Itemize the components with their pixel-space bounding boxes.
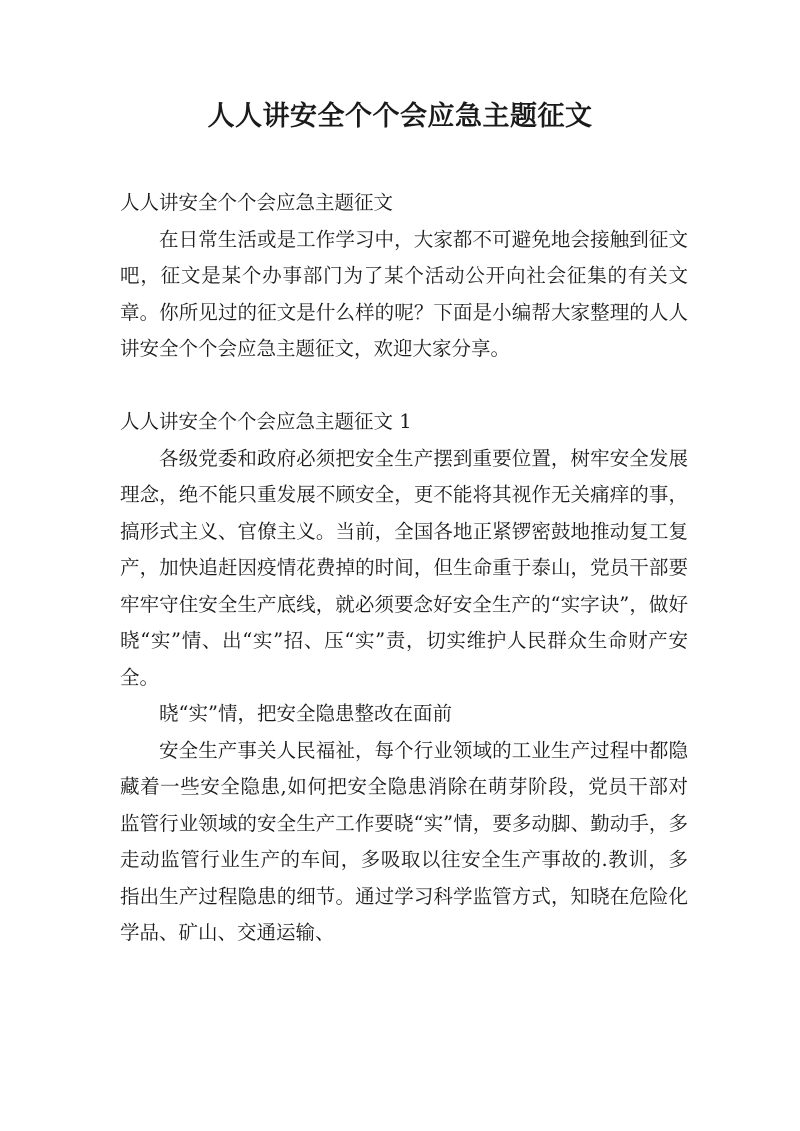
intro-heading: 人人讲安全个个会应急主题征文 — [120, 191, 394, 214]
intro-paragraph: 在日常生活或是工作学习中，大家都不可避免地会接触到征文吧，征文是某个办事部门为了某个活动公开向社会征集的有关文章。你所见过的征文是什么样的呢？下面是小编帮大家整理的人人讲安全个个会应急主题征文，欢迎大家分享。 — [120, 227, 688, 360]
section1-subheading: 晓“实”情，把安全隐患整改在面前 — [159, 702, 452, 725]
section1-heading: 人人讲安全个个会应急主题征文 1 — [120, 410, 412, 433]
document-title: 人人讲安全个个会应急主题征文 — [207, 101, 593, 132]
section1-paragraph-2: 安全生产事关人民福祉，每个行业领域的工业生产过程中都隐藏着一些安全隐患,如何把安全隐患消除在萌芽阶段，党员干部对监管行业领域的安全生产工作要晓“实”情，要多动脚、勤动手，多走动监管行业生产的车间，多吸取以往安全生产事故的.教训，多指出生产过程隐患的细节。通过学习科学监管方式，知晓在危险化学品、矿山、交通运输、 — [120, 738, 688, 944]
document-body — [120, 185, 688, 952]
section1-paragraph-1: 各级党委和政府必须把安全生产摆到重要位置，树牢安全发展理念，绝不能只重发展不顾安全，更不能将其视作无关痛痒的事，搞形式主义、官僚主义。当前，全国各地正紧锣密鼓地推动复工复产，加快追赶因疫情花费掉的时间，但生命重于泰山，党员干部要牢牢守住安全生产底线，就必须要念好安全生产的“实字诀”，做好晓“实”情、出“实”招、压“实”责，切实维护人民群众生命财产安全。 — [120, 446, 688, 689]
section-spacer — [120, 368, 688, 405]
